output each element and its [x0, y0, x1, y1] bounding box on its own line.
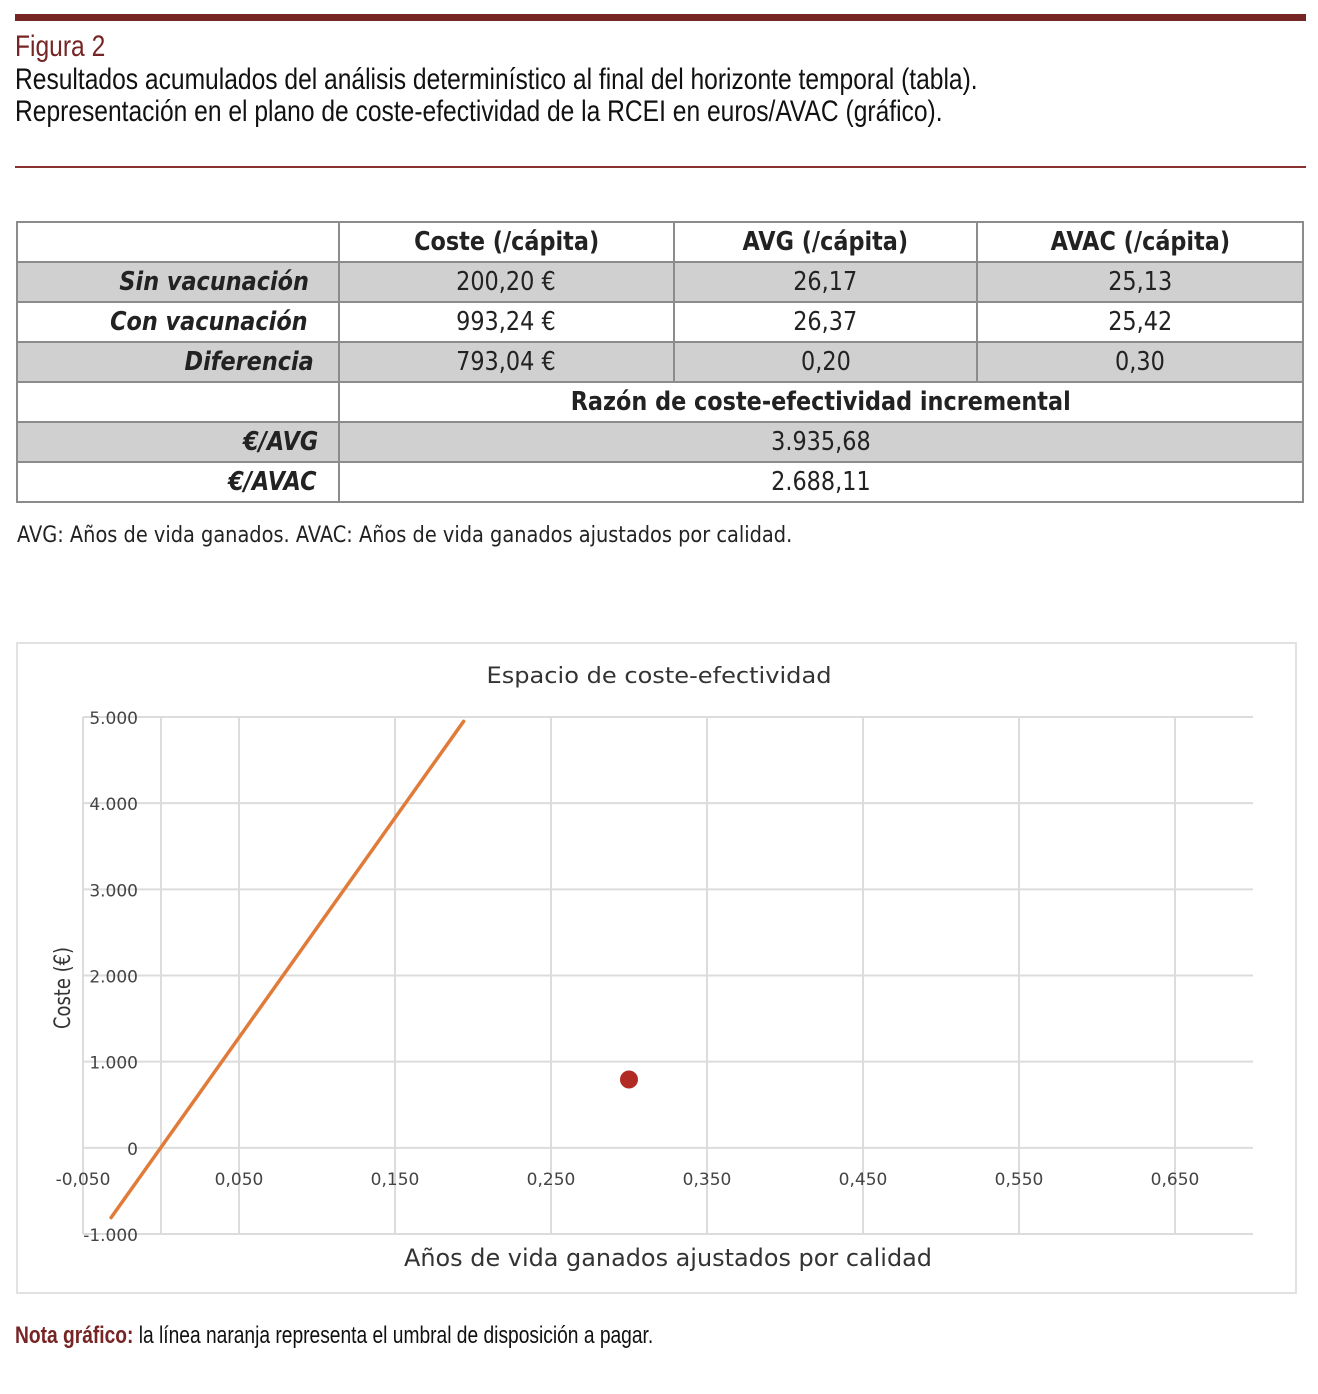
x-tick-label: 0,050 [214, 1169, 264, 1190]
cell-avg: 0,20 [674, 342, 978, 382]
y-tick-label: 0 [127, 1139, 138, 1160]
caption-line-2: Representación en el plano de coste-efectividad de la RCEI en euros/AVAC (gráfico). [15, 95, 943, 128]
row-label: Diferencia [17, 342, 339, 382]
row-label: Sin vacunación [17, 262, 339, 302]
y-tick-label: -1.000 [83, 1226, 138, 1246]
y-tick-label: 2.000 [89, 967, 138, 988]
x-tick-label: 0,350 [682, 1169, 732, 1190]
column-header-coste: Coste (/cápita) [339, 222, 674, 262]
chart-title: Espacio de coste-efectividad [486, 664, 832, 689]
y-tick-label: 3.000 [89, 881, 138, 902]
column-header-avg: AVG (/cápita) [674, 222, 978, 262]
cell-avg: 26,17 [674, 262, 978, 302]
cell-avg: 26,37 [674, 302, 978, 342]
note-label: Nota gráfico: [15, 1322, 134, 1349]
x-tick-label: 0,150 [370, 1169, 420, 1190]
x-tick-label: -0,050 [55, 1169, 111, 1190]
column-header-avac: AVAC (/cápita) [977, 222, 1303, 262]
icer-value: 3.935,68 [339, 422, 1303, 462]
cell-coste: 793,04 € [339, 342, 674, 382]
row-label: €/AVG [17, 422, 339, 462]
note-text: la línea naranja representa el umbral de disposición a pagar. [133, 1322, 654, 1349]
icer-value: 2.688,11 [339, 462, 1303, 502]
y-tick-label: 4.000 [89, 795, 138, 816]
caption-line-1: Resultados acumulados del análisis determinístico al final del horizonte temporal (tabla). [15, 63, 978, 96]
icer-header: Razón de coste-efectividad incremental [339, 382, 1303, 422]
x-tick-label: 0,650 [1150, 1169, 1200, 1190]
y-axis-title: Coste (€) [51, 928, 76, 1029]
chart-note [15, 1322, 653, 1350]
figure-label: Figura 2 [15, 30, 106, 63]
row-label: €/AVAC [17, 462, 339, 502]
x-axis-title: Años de vida ganados ajustados por calidad [404, 1244, 932, 1272]
x-tick-label: 0,250 [526, 1169, 576, 1190]
x-tick-label: 0,550 [994, 1169, 1044, 1190]
cell-avac: 25,13 [977, 262, 1303, 302]
table-footnote: AVG: Años de vida ganados. AVAC: Años de vida ganados ajustados por calidad. [17, 523, 793, 548]
row-label: Con vacunación [17, 302, 339, 342]
y-tick-label: 1.000 [89, 1053, 138, 1074]
cell-avac: 25,42 [977, 302, 1303, 342]
cell-avac: 0,30 [977, 342, 1303, 382]
cell-coste: 993,24 € [339, 302, 674, 342]
icer-point [620, 1070, 638, 1088]
wtp-threshold-line [111, 721, 464, 1217]
y-tick-label: 5.000 [89, 709, 138, 729]
cell-coste: 200,20 € [339, 262, 674, 302]
x-tick-label: 0,450 [838, 1169, 888, 1190]
